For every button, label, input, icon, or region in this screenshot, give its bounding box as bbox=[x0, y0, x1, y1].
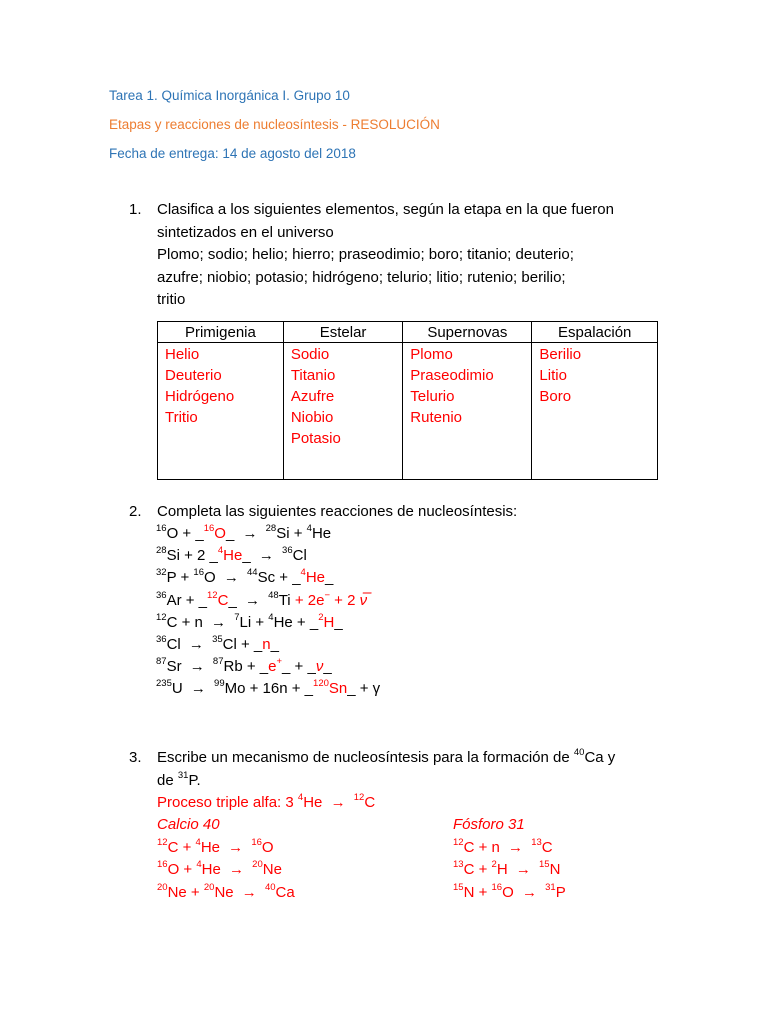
fosforo-reaction-2: $^{13}$C + $^2$H → $^{15}$N bbox=[453, 859, 566, 882]
calcio-reaction-2: $^{16}$O + $^4$He → $^{20}$Ne bbox=[157, 859, 295, 882]
column-espalacion bbox=[532, 343, 658, 480]
element-cell: Plomo bbox=[410, 346, 453, 363]
question-1-text bbox=[157, 199, 614, 312]
element-cell: Hidrógeno bbox=[165, 388, 235, 405]
column-primigenia bbox=[158, 343, 284, 480]
fosforo-reaction-1: $^{12}$C + n → $^{13}$C bbox=[453, 837, 566, 860]
reaction-5: $^{12}$C + n → $^7$Li + $^4$He + _$^2$H_ bbox=[156, 612, 380, 634]
table-row bbox=[158, 343, 658, 480]
question-3-line: de $^{31}$P. bbox=[157, 769, 201, 789]
reaction-2: $^{28}$Si + 2 _$^4$He_ → $^{36}$Cl bbox=[156, 545, 380, 567]
question-1-number: 1. bbox=[129, 201, 142, 218]
question-1-line: sintetizados en el universo bbox=[157, 223, 334, 241]
reaction-7: $^{87}$Sr → $^{87}$Rb + _e+_ + _ν_ bbox=[156, 656, 380, 678]
column-estelar bbox=[283, 343, 402, 480]
arrow-icon: → bbox=[223, 569, 239, 587]
arrow-icon: → bbox=[190, 680, 206, 698]
element-cell: Berilio bbox=[539, 346, 582, 363]
element-cell: Telurio bbox=[410, 388, 455, 405]
reaction-8: $^{235}$U → $^{99}$Mo + 16n + _$^{120}$Sn_ + γ bbox=[156, 678, 380, 700]
fosforo-reaction-3: $^{15}$N + $^{16}$O → $^{31}$P bbox=[453, 882, 566, 905]
reaction-list bbox=[156, 523, 380, 701]
arrow-icon: → bbox=[241, 883, 257, 901]
arrow-icon: → bbox=[188, 635, 204, 653]
table-header-row bbox=[158, 322, 658, 343]
calcio-40-mechanism bbox=[157, 814, 295, 904]
element-cell: Praseodimio bbox=[410, 367, 494, 384]
arrow-icon: → bbox=[330, 794, 346, 811]
classification-table bbox=[157, 321, 658, 480]
arrow-icon: → bbox=[515, 861, 531, 878]
reaction-4: $^{36}$Ar + _$^{12}$C_ → $^{48}$Ti + 2e− + 2 ν̅ bbox=[156, 590, 380, 612]
header-topic-line: Etapas y reacciones de nucleosíntesis - RESOLUCIÓN bbox=[109, 117, 440, 132]
element-cell: Helio bbox=[165, 346, 200, 363]
question-1-line: Clasifica a los siguientes elementos, según la etapa en la que fueron bbox=[157, 201, 614, 218]
calcio-40-title: Calcio 40 bbox=[157, 816, 220, 833]
column-supernovas bbox=[403, 343, 532, 480]
arrow-icon: → bbox=[244, 591, 260, 609]
element-cell: Rutenio bbox=[410, 409, 462, 426]
reaction-1: $^{16}$O + _$^{16}$O_ → $^{28}$Si + $^4$He bbox=[156, 523, 380, 545]
arrow-icon: → bbox=[189, 658, 205, 676]
element-cell: Boro bbox=[539, 388, 572, 405]
header-course-line: Tarea 1. Química Inorgánica I. Grupo 10 bbox=[109, 88, 350, 103]
question-2-number: 2. bbox=[129, 503, 142, 520]
element-cell: Sodio bbox=[290, 346, 330, 363]
header-estelar: Estelar bbox=[283, 322, 402, 343]
header-espalacion: Espalación bbox=[532, 322, 658, 343]
calcio-reaction-1: $^{12}$C + $^4$He → $^{16}$O bbox=[157, 837, 295, 860]
question-3-line: Escribe un mecanismo de nucleosíntesis para la formación de $^{40}$Ca y bbox=[157, 747, 616, 766]
arrow-icon: → bbox=[211, 613, 227, 631]
element-cell: Titanio bbox=[290, 367, 336, 384]
fosforo-31-mechanism bbox=[453, 814, 566, 904]
question-3-text bbox=[157, 747, 615, 792]
header-due-date-line: Fecha de entrega: 14 de agosto del 2018 bbox=[109, 146, 356, 161]
element-cell: Potasio bbox=[290, 430, 341, 447]
arrow-icon: → bbox=[258, 547, 274, 565]
arrow-icon: → bbox=[242, 525, 258, 542]
arrow-icon: → bbox=[521, 883, 537, 901]
fosforo-31-title: Fósforo 31 bbox=[453, 816, 525, 833]
reaction-6: $^{36}$Cl → $^{35}$Cl + _n_ bbox=[156, 634, 380, 656]
arrow-icon: → bbox=[228, 838, 244, 856]
question-1-element-list: Plomo; sodio; helio; hierro; praseodimio; boro; titanio; deuterio; bbox=[157, 246, 574, 263]
question-1-element-list: tritio bbox=[157, 291, 186, 308]
calcio-reaction-3: $^{20}$Ne + $^{20}$Ne → $^{40}$Ca bbox=[157, 882, 295, 905]
header-primigenia: Primigenia bbox=[158, 322, 284, 343]
element-cell: Niobio bbox=[290, 409, 334, 426]
arrow-icon: → bbox=[229, 861, 244, 878]
triple-alpha-process: Proceso triple alfa: 3 $^4$He → $^{12}$C bbox=[157, 792, 375, 815]
question-3-number: 3. bbox=[129, 749, 142, 766]
element-cell: Tritio bbox=[165, 409, 198, 426]
arrow-icon: → bbox=[508, 838, 524, 856]
element-cell: Litio bbox=[539, 367, 567, 384]
reaction-3: $^{32}$P + $^{16}$O → $^{44}$Sc + _$^4$He_ bbox=[156, 567, 380, 589]
element-cell: Azufre bbox=[290, 388, 335, 405]
question-1-element-list: azufre; niobio; potasio; hidrógeno; telurio; litio; rutenio; berilio; bbox=[157, 268, 566, 286]
question-2-title: Completa las siguientes reacciones de nucleosíntesis: bbox=[157, 503, 518, 520]
header-supernovas: Supernovas bbox=[403, 322, 532, 343]
element-cell: Deuterio bbox=[165, 367, 222, 384]
